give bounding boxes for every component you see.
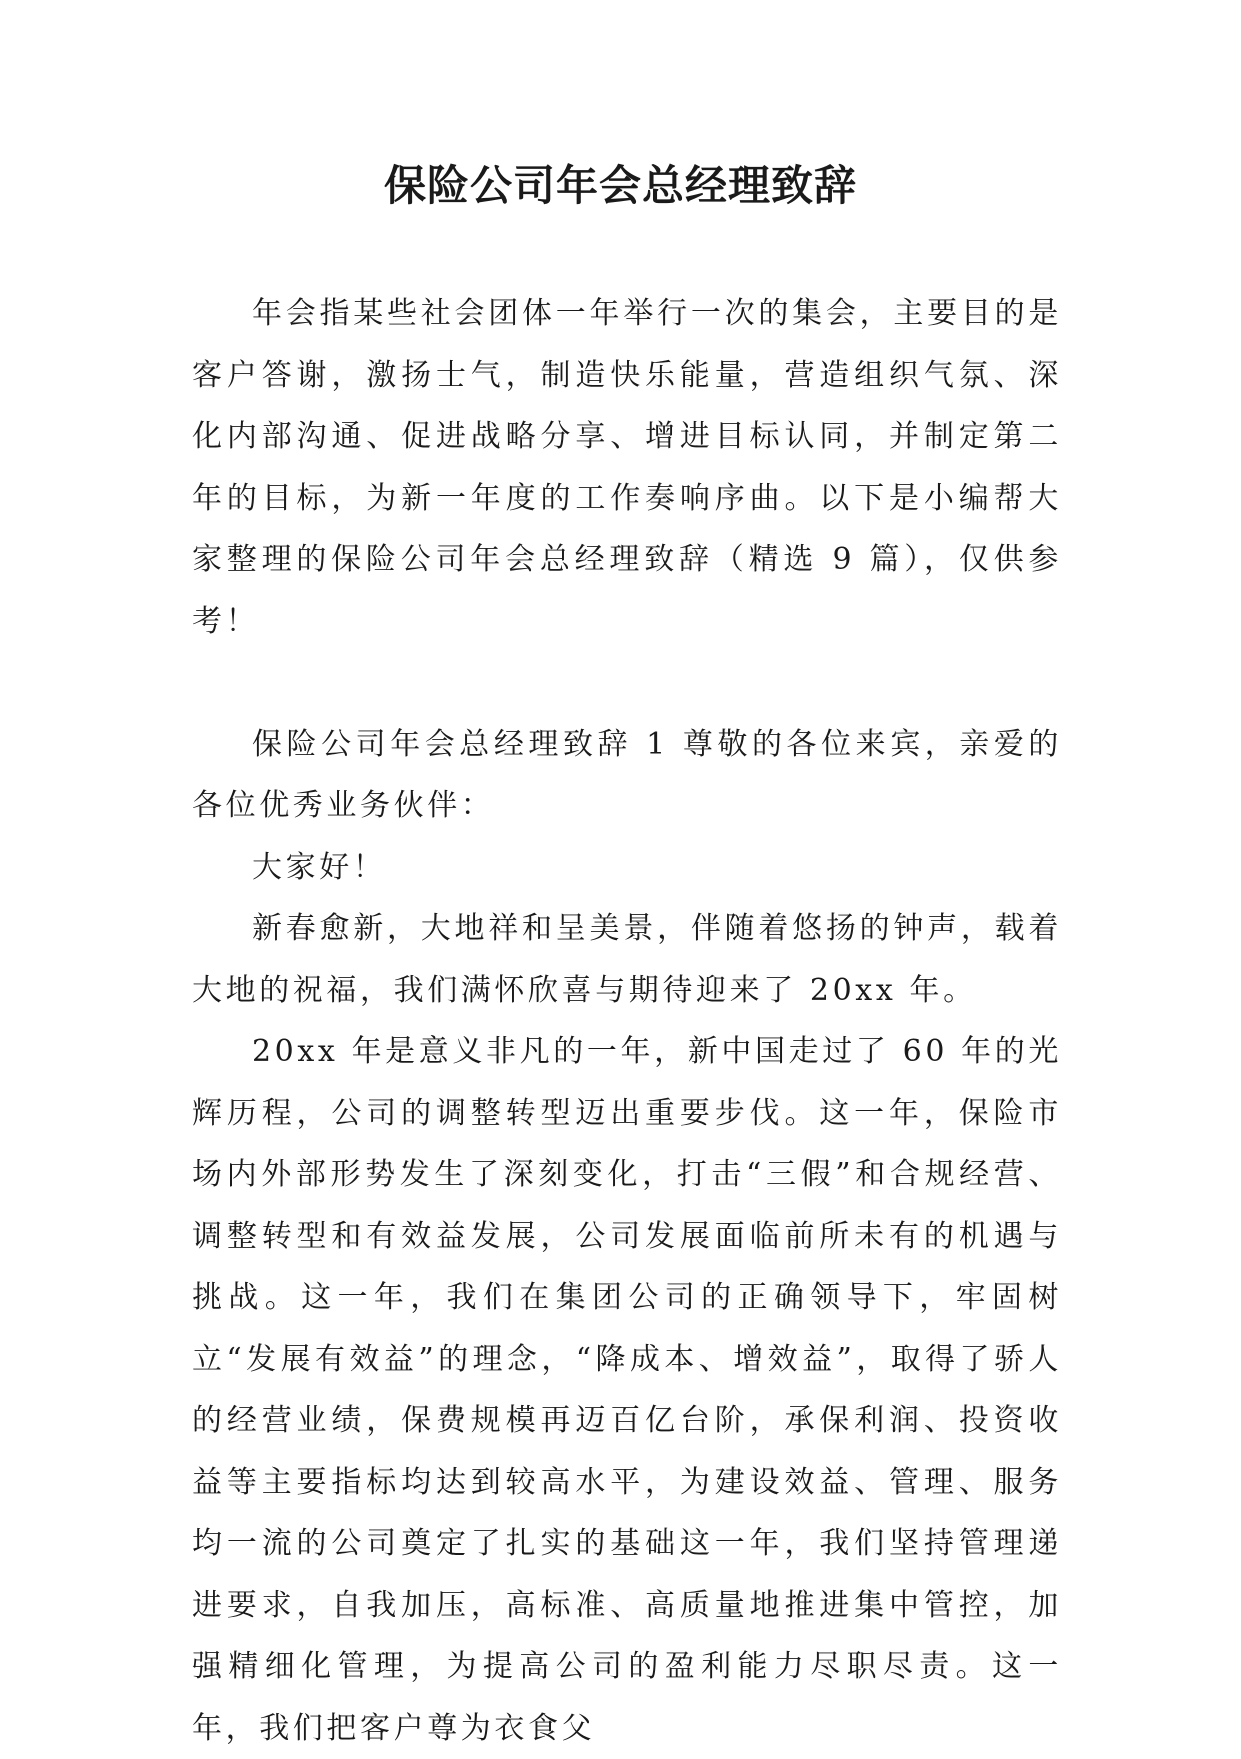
intro-paragraph: 年会指某些社会团体一年举行一次的集会，主要目的是客户答谢，激扬士气，制造快乐能量，营造组织气氛、深化内部沟通、促进战略分享、增进目标认同，并制定第二年的目标，为新一年度的工作奏响序曲。以下是小编帮大家整理的保险公司年会总经理致辞（精选 9 篇），仅供参考！ [192,296,1062,639]
new-year-paragraph: 新春愈新，大地祥和呈美景，伴随着悠扬的钟声，载着大地的祝福，我们满怀欣喜与期待迎来了 20xx 年。 [192,911,1062,1008]
greeting-paragraph: 大家好！ [252,849,387,885]
speech-heading-paragraph: 保险公司年会总经理致辞 1 尊敬的各位来宾，亲爱的各位优秀业务伙伴： [192,726,1062,823]
document-body [192,283,1062,1759]
document-title: 保险公司年会总经理致辞 [383,161,857,210]
review-paragraph: 20xx 年是意义非凡的一年，新中国走过了 60 年的光辉历程，公司的调整转型迈出重要步伐。这一年，保险市场内外部形势发生了深刻变化，打击“三假”和合规经营、调整转型和有效益发展，公司发展面临前所未有的机遇与挑战。这一年，我们在集团公司的正确领导下，牢固树立“发展有效益”的理念，“降成本、增效益”，取得了骄人的经营业绩，保费规模再迈百亿台阶，承保利润、投资收益等主要指标均达到较高水平，为建设效益、管理、服务均一流的公司奠定了扎实的基础这一年，我们坚持管理递进要求，自我加压，高标准、高质量地推进集中管控，加强精细化管理，为提高公司的盈利能力尽职尽责。这一年，我们把客户尊为衣食父 [192,1034,1062,1746]
